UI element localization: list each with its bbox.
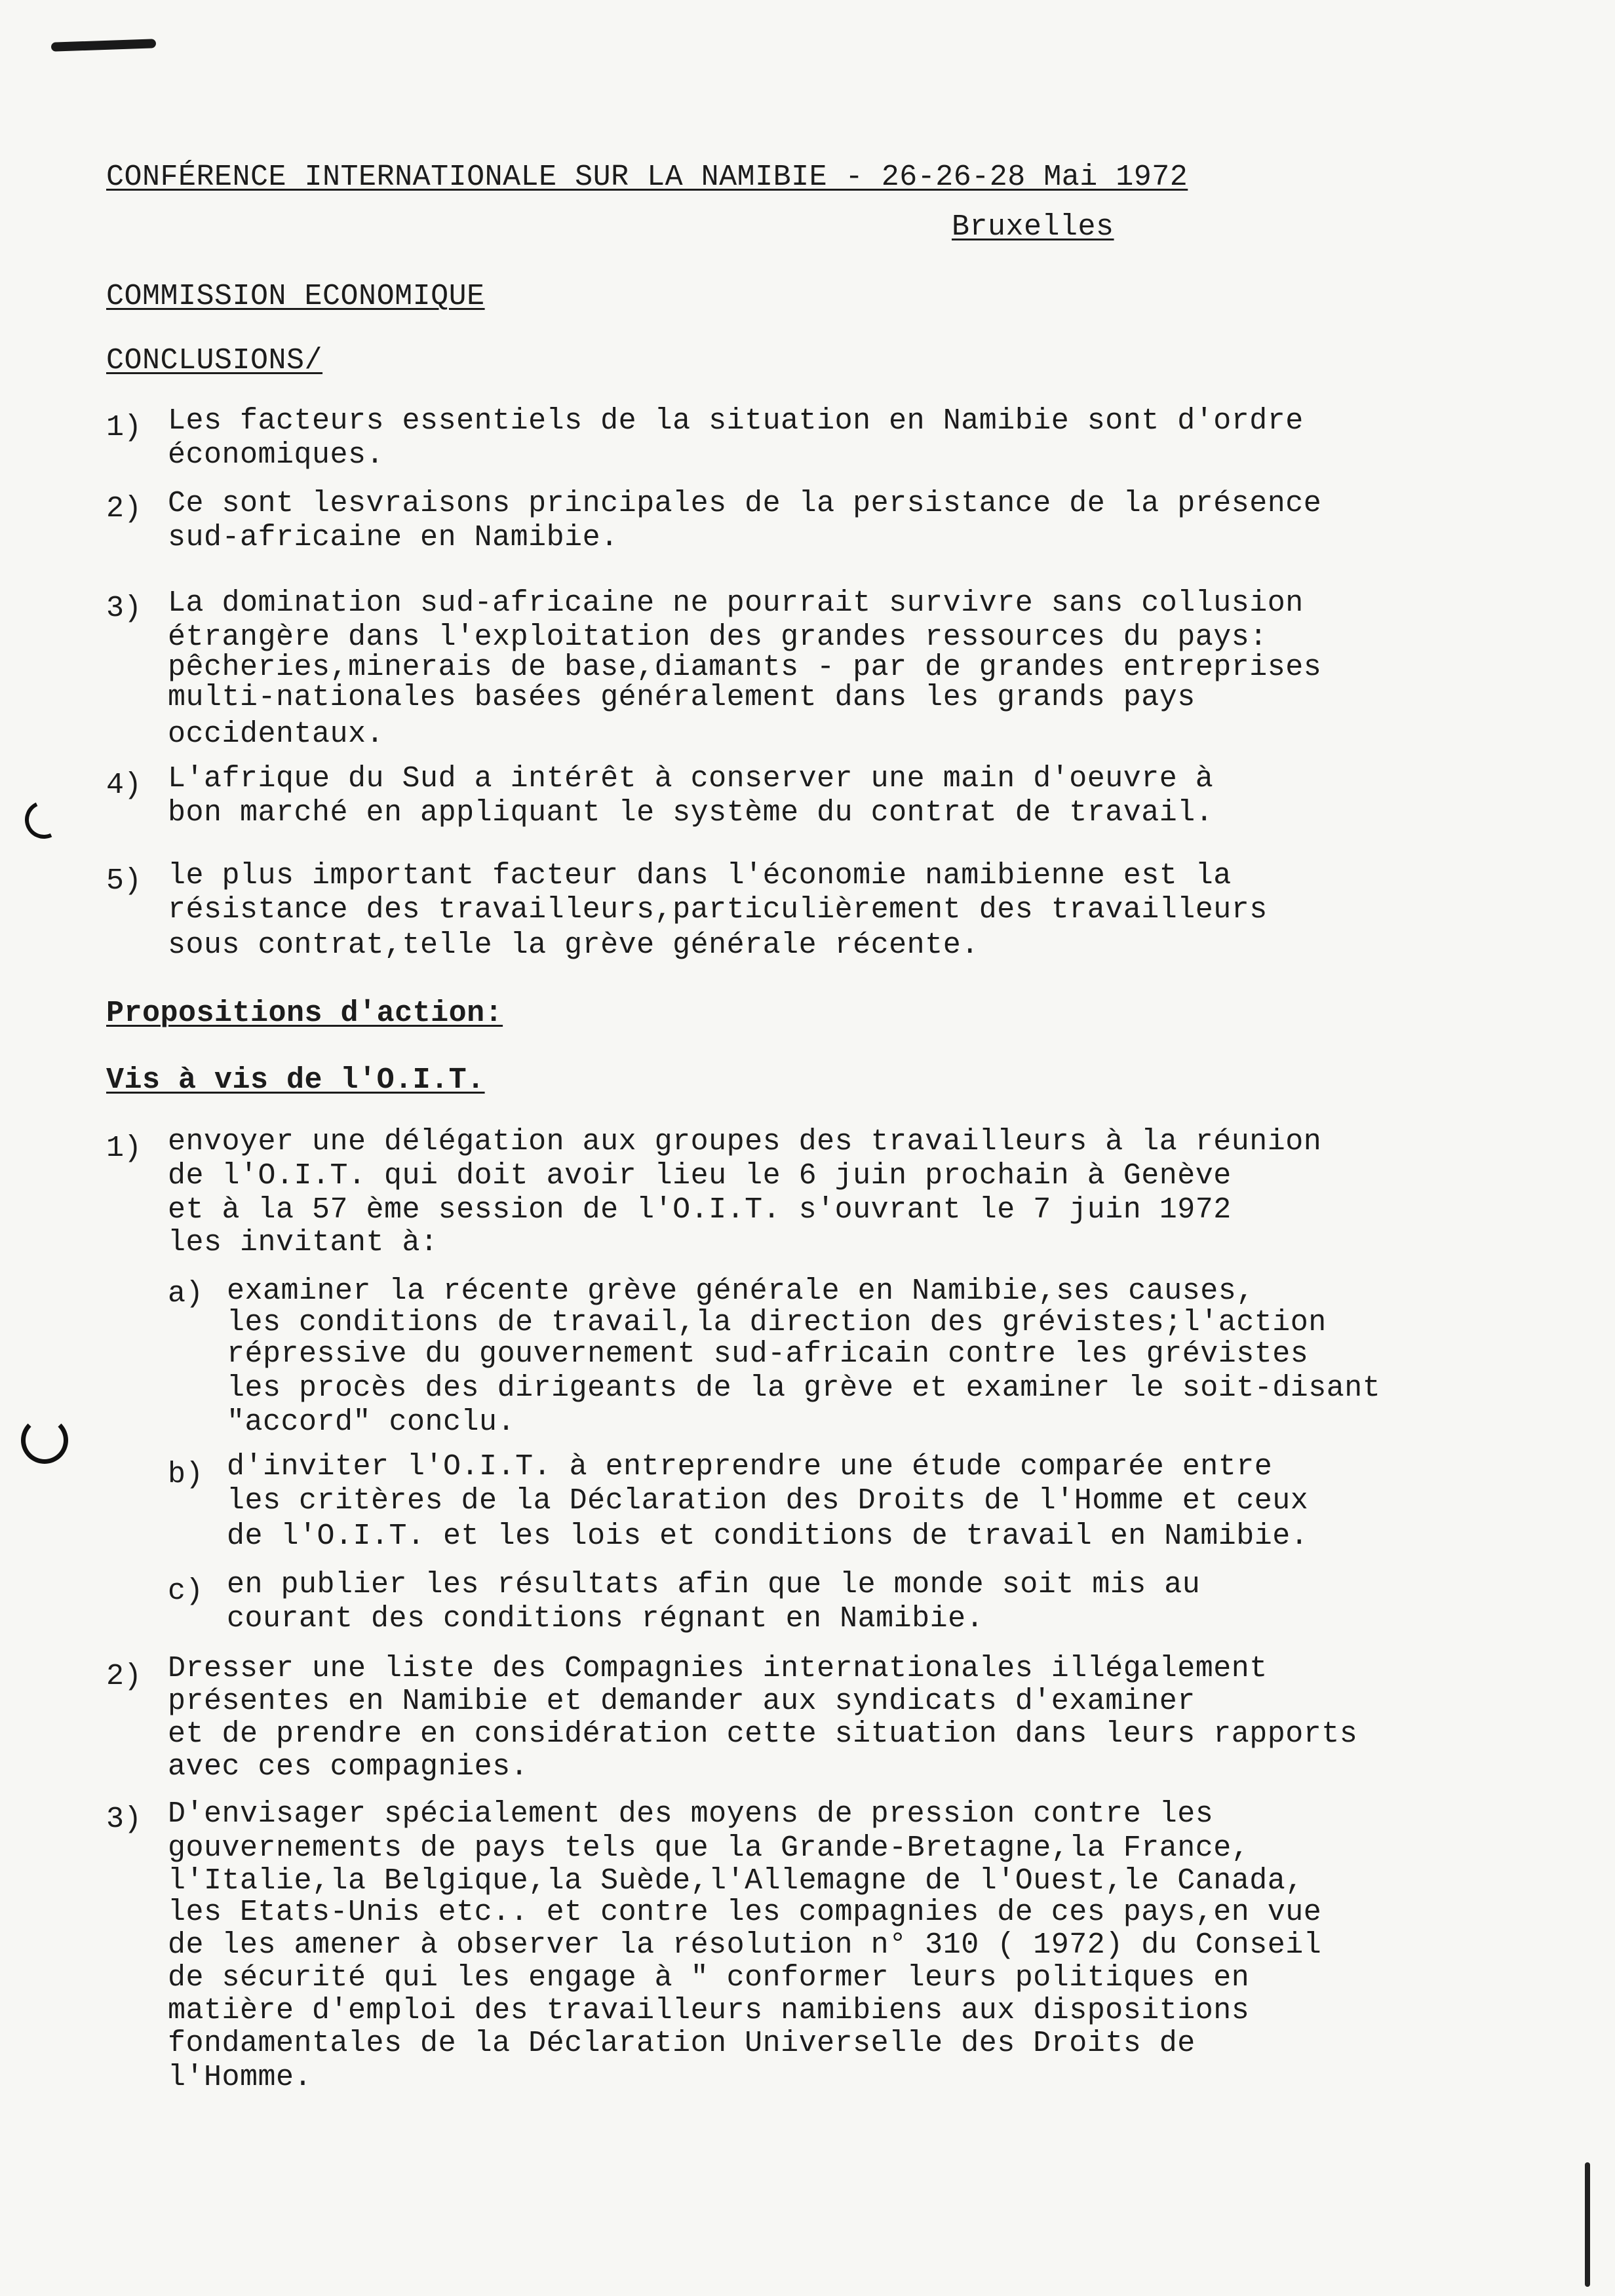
sublist-item-text: les conditions de travail,la direction des grévistes;l'action	[227, 1306, 1327, 1339]
sublist-item-text: "accord" conclu.	[227, 1406, 516, 1439]
list-item-text: de les amener à observer la résolution n° 310 ( 1972) du Conseil	[168, 1928, 1322, 1962]
commission-heading: COMMISSION ECONOMIQUE	[106, 280, 485, 313]
punch-hole-lower	[21, 1417, 68, 1464]
sublist-item-letter: a)	[168, 1277, 204, 1311]
sublist-item-letter: b)	[168, 1458, 204, 1491]
sublist-item-text: en publier les résultats afin que le monde soit mis au	[227, 1568, 1201, 1601]
list-item-text: résistance des travailleurs,particulièrement des travailleurs	[168, 893, 1268, 927]
list-item-text: Dresser une liste des Compagnies internationales illégalement	[168, 1652, 1268, 1685]
ink-smudge	[51, 39, 156, 52]
list-item-text: occidentaux.	[168, 718, 385, 751]
list-item-number: 3)	[106, 1803, 142, 1836]
sublist-item-letter: c)	[168, 1575, 204, 1608]
list-item-text: l'Homme.	[168, 2061, 313, 2094]
list-item-text: et de prendre en considération cette situation dans leurs rapports	[168, 1717, 1358, 1751]
list-item-text: étrangère dans l'exploitation des grandes ressources du pays:	[168, 621, 1268, 654]
list-item-text: fondamentales de la Déclaration Universelle des Droits de	[168, 2027, 1196, 2060]
list-item-text: bon marché en appliquant le système du contrat de travail.	[168, 796, 1214, 830]
list-item-text: présentes en Namibie et demander aux syndicats d'examiner	[168, 1685, 1196, 1718]
list-item-text: gouvernements de pays tels que la Grande-Bretagne,la France,	[168, 1831, 1250, 1865]
list-item-text: de l'O.I.T. qui doit avoir lieu le 6 juin prochain à Genève	[168, 1159, 1232, 1193]
list-item-text: l'Italie,la Belgique,la Suède,l'Allemagne de l'Ouest,le Canada,	[168, 1864, 1304, 1898]
list-item-text: les invitant à:	[168, 1226, 438, 1259]
list-item-number: 2)	[106, 492, 142, 526]
list-item-text: sous contrat,telle la grève générale récente.	[168, 928, 979, 962]
list-item-text: le plus important facteur dans l'économie namibienne est la	[168, 859, 1232, 892]
sublist-item-text: les critères de la Déclaration des Droits de l'Homme et ceux	[227, 1484, 1309, 1518]
sublist-item-text: répressive du gouvernement sud-africain contre les grévistes	[227, 1337, 1309, 1371]
list-item-text: et à la 57 ème session de l'O.I.T. s'ouvrant le 7 juin 1972	[168, 1193, 1232, 1227]
list-item-number: 2)	[106, 1660, 142, 1693]
sublist-item-text: examiner la récente grève générale en Namibie,ses causes,	[227, 1274, 1255, 1308]
list-item-number: 1)	[106, 1132, 142, 1165]
punch-hole-upper	[20, 795, 68, 844]
list-item-text: de sécurité qui les engage à " conformer leurs politiques en	[168, 1961, 1250, 1995]
list-item-text: multi-nationales basées généralement dans les grands pays	[168, 681, 1196, 714]
conclusions-heading: CONCLUSIONS/	[106, 344, 323, 377]
list-item-text: avec ces compagnies.	[168, 1750, 529, 1784]
edge-shadow	[1585, 2162, 1590, 2287]
list-item-text: économiques.	[168, 438, 385, 472]
list-item-text: Ce sont lesvraisons principales de la persistance de la présence	[168, 487, 1322, 520]
sublist-item-text: les procès des dirigeants de la grève et examiner le soit-disant	[227, 1371, 1381, 1405]
list-item-text: les Etats-Unis etc.. et contre les compagnies de ces pays,en vue	[168, 1896, 1322, 1929]
list-item-number: 4)	[106, 769, 142, 802]
list-item-text: matière d'emploi des travailleurs namibiens aux dispositions	[168, 1994, 1250, 2027]
list-item-text: pêcheries,minerais de base,diamants - par de grandes entreprises	[168, 651, 1322, 684]
list-item-text: envoyer une délégation aux groupes des travailleurs à la réunion	[168, 1125, 1322, 1158]
sublist-item-text: d'inviter l'O.I.T. à entreprendre une étude comparée entre	[227, 1450, 1273, 1483]
sublist-item-text: courant des conditions régnant en Namibie.	[227, 1602, 984, 1636]
list-item-text: D'envisager spécialement des moyens de pression contre les	[168, 1797, 1214, 1831]
list-item-text: La domination sud-africaine ne pourrait survivre sans collusion	[168, 586, 1304, 620]
propositions-heading: Propositions d'action:	[106, 997, 503, 1030]
list-item-text: Les facteurs essentiels de la situation en Namibie sont d'ordre	[168, 404, 1304, 438]
sublist-item-text: de l'O.I.T. et les lois et conditions de travail en Namibie.	[227, 1520, 1309, 1553]
list-item-text: L'afrique du Sud a intérêt à conserver une main d'oeuvre à	[168, 762, 1214, 795]
list-item-text: sud-africaine en Namibie.	[168, 521, 619, 554]
list-item-number: 5)	[106, 864, 142, 898]
list-item-number: 1)	[106, 411, 142, 444]
document-title: CONFÉRENCE INTERNATIONALE SUR LA NAMIBIE - 26-26-28 Mai 1972	[106, 161, 1188, 194]
list-item-number: 3)	[106, 592, 142, 625]
oit-subheading: Vis à vis de l'O.I.T.	[106, 1063, 485, 1097]
city-label: Bruxelles	[952, 210, 1114, 244]
